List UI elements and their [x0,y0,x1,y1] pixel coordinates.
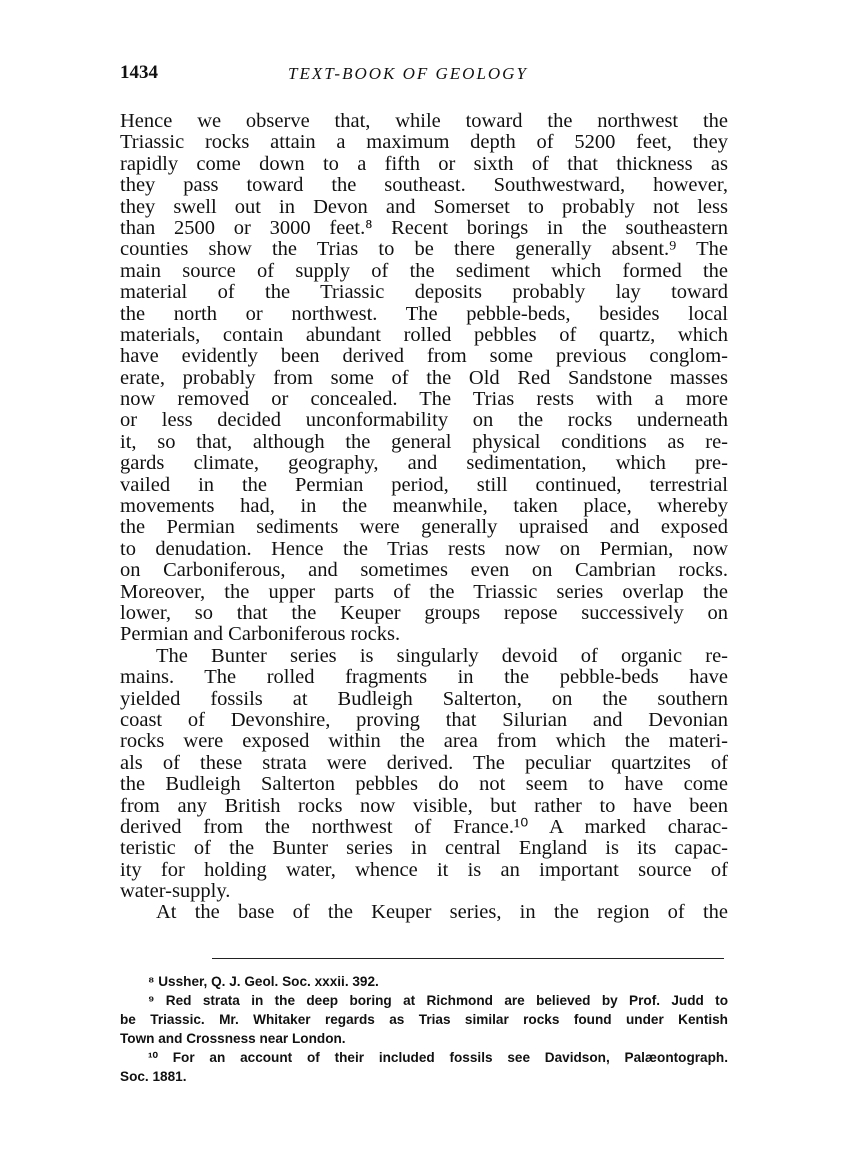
footnote-line: Soc. 1881. [120,1069,187,1084]
footnote-line: be Triassic. Mr. Whitaker regards as Trias similar rocks found under Kentish [120,1012,728,1027]
text-line: the Permian sediments were generally upraised and exposed [120,516,728,539]
text-line: counties show the Trias to be there generally absent.⁹ The [120,238,728,261]
page-number: 1434 [120,62,158,83]
text-line: they pass toward the southeast. Southwestward, however, [120,174,728,197]
text-line: now removed or concealed. The Trias rests with a more [120,388,728,411]
text-line: than 2500 or 3000 feet.⁸ Recent borings in the southeastern [120,216,728,239]
footnote-line: ⁹ Red strata in the deep boring at Richmond are believed by Prof. Judd to [148,993,728,1008]
text-line: vailed in the Permian period, still continued, terrestrial [120,473,728,496]
text-line: als of these strata were derived. The peculiar quartzites of [120,751,728,774]
footnote-line: ¹⁰ For an account of their included fossils see Davidson, Palæontograph. [148,1050,728,1065]
text-line: materials, contain abundant rolled pebbles of quartz, which [120,323,728,346]
text-line: material of the Triassic deposits probably lay toward [120,281,728,304]
page-header [120,62,728,92]
text-line: Permian and Carboniferous rocks. [120,623,401,646]
text-line: movements had, in the meanwhile, taken place, whereby [120,495,728,518]
text-line: teristic of the Bunter series in central England is its capac- [120,837,728,860]
running-title: TEXT-BOOK OF GEOLOGY [288,64,528,83]
text-line: the Budleigh Salterton pebbles do not seem to have come [120,773,728,796]
text-line: main source of supply of the sediment which formed the [120,259,728,282]
text-line: mains. The rolled fragments in the pebble-beds have [120,666,728,689]
text-line: gards climate, geography, and sedimentation, which pre- [120,452,728,475]
text-line: At the base of the Keuper series, in the region of the [156,901,728,924]
text-line: it, so that, although the general physical conditions as re- [120,430,728,453]
text-line: on Carboniferous, and sometimes even on Cambrian rocks. [120,559,728,582]
text-line: or less decided unconformability on the rocks underneath [120,409,728,432]
footnotes [120,972,728,1086]
text-line: ity for holding water, whence it is an important source of [120,858,728,881]
footnote-line: ⁸ Ussher, Q. J. Geol. Soc. xxxii. 392. [148,974,379,989]
text-line: to denudation. Hence the Trias rests now on Permian, now [120,537,728,560]
text-line: coast of Devonshire, proving that Silurian and Devonian [120,708,728,731]
text-line: Moreover, the upper parts of the Triassic series overlap the [120,580,728,603]
text-line: erate, probably from some of the Old Red Sandstone masses [120,366,728,389]
text-line: Hence we observe that, while toward the northwest the [120,110,728,132]
text-line: water-supply. [120,880,231,903]
text-line: derived from the northwest of France.¹⁰ A marked charac- [120,815,728,838]
text-line: rocks were exposed within the area from which the materi- [120,730,728,753]
text-line: yielded fossils at Budleigh Salterton, on the southern [120,687,728,710]
footnote-line: Town and Crossness near London. [120,1031,346,1046]
text-line: Triassic rocks attain a maximum depth of 5200 feet, they [120,131,728,154]
text-line: lower, so that the Keuper groups repose successively on [120,601,728,624]
text-line: The Bunter series is singularly devoid of organic re- [156,644,728,667]
text-line: the north or northwest. The pebble-beds, besides local [120,302,728,325]
body-text [120,111,728,924]
text-line: they swell out in Devon and Somerset to probably not less [120,195,728,218]
text-line: rapidly come down to a fifth or sixth of that thickness as [120,152,728,175]
text-line: have evidently been derived from some previous conglom- [120,345,728,368]
footnote-divider [212,958,724,959]
text-line: from any British rocks now visible, but rather to have been [120,794,728,817]
